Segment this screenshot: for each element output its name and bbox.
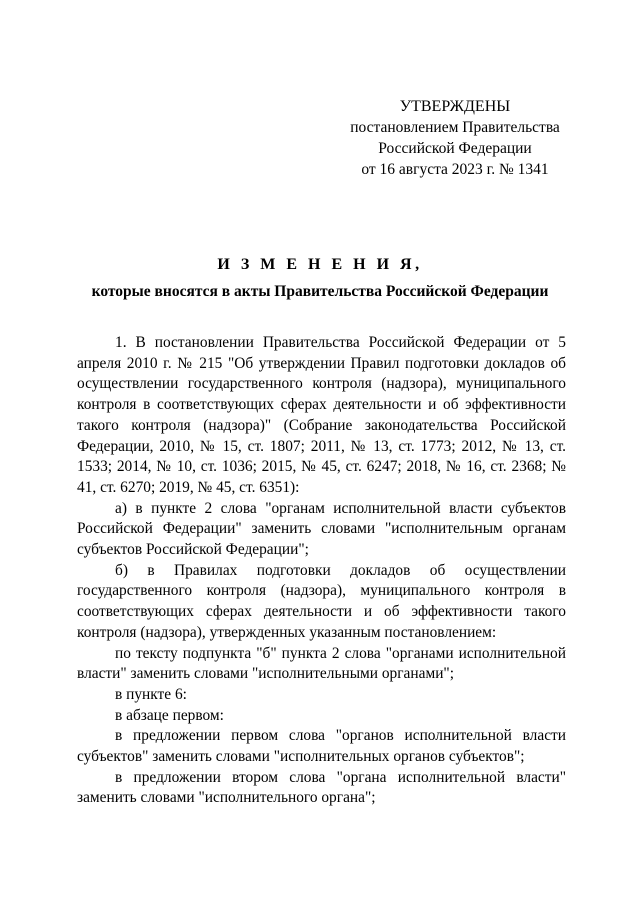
document-title: И З М Е Н Е Н И Я,	[217, 256, 423, 273]
paragraph-b: б) в Правилах подготовки докладов об осуществлении государственного контроля (надзора), муниципального контроля в соответствующих сферах деятельности и об эффективности такого контроля (надзора), утвержденных указанным постановлением:	[77, 561, 566, 641]
approval-line: постановлением Правительства	[350, 119, 560, 136]
document-subtitle: которые вносятся в акты Правительства Российской Федерации	[91, 283, 549, 300]
paragraph-1: 1. В постановлении Правительства Российской Федерации от 5 апреля 2010 г. № 215 "Об утверждении Правил подготовки докладов об осуществлении государственного контроля (надзора), муниципального контроля в соответствующих сферах деятельности и об эффективности такого контроля (надзора)" (Собрание законодательства Российской Федерации, 2010, № 15, ст. 1807; 2011, № 13, ст. 1773; 2012, № 13, ст. 1533; 2014, № 10, ст. 1036; 2015, № 45, ст. 6247; 2018, № 16, ст. 2368; № 41, ст. 6270; 2019, № 45, ст. 6351):	[77, 334, 566, 496]
paragraph: в предложении втором слова "органа исполнительной власти" заменить словами "исполнительного органа";	[77, 768, 566, 807]
approval-date: от 16 августа 2023 г. № 1341	[361, 161, 549, 178]
document-body	[77, 333, 566, 809]
approval-line: Российской Федерации	[378, 140, 532, 157]
paragraph-a: а) в пункте 2 слова "органам исполнительной власти субъектов Российской Федерации" заменить словами "исполнительным органам субъектов Российской Федерации";	[77, 499, 566, 559]
paragraph: в предложении первом слова "органов исполнительной власти субъектов" заменить словами "исполнительных органов субъектов";	[77, 727, 566, 766]
paragraph: по тексту подпункта "б" пункта 2 слова "органами исполнительной власти" заменить словами "исполнительными органами";	[77, 644, 566, 683]
paragraph: в пункте 6:	[115, 685, 187, 703]
approval-heading: УТВЕРЖДЕНЫ	[399, 98, 511, 115]
approval-stamp	[330, 96, 580, 180]
paragraph: в абзаце первом:	[115, 706, 224, 724]
